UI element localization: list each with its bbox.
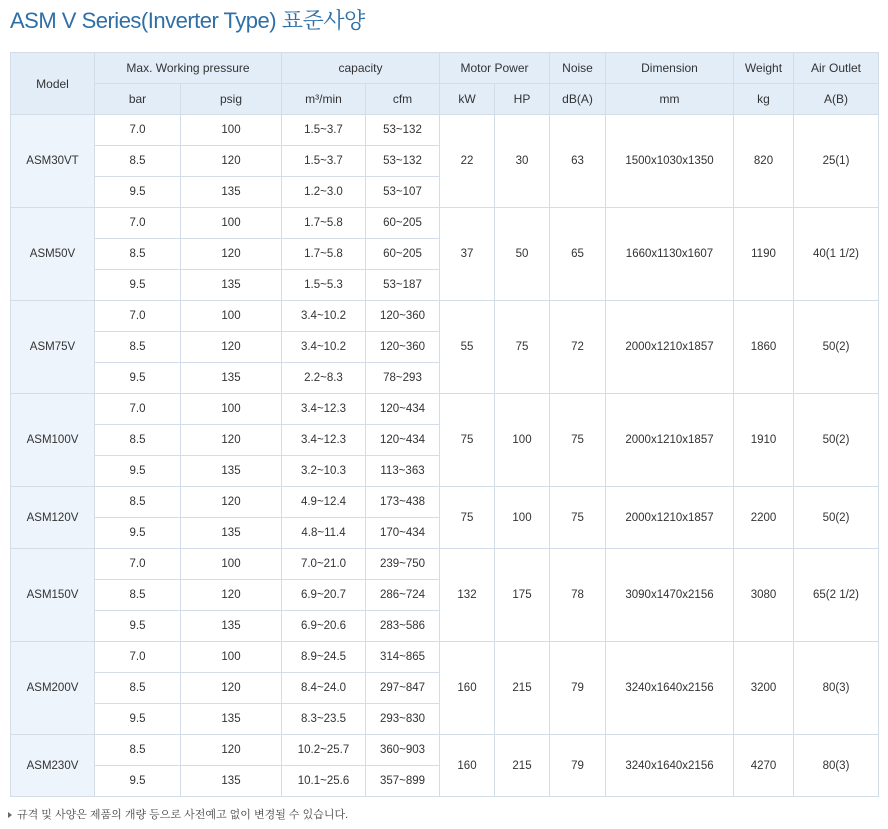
cell-model: ASM75V: [11, 301, 95, 394]
cell-psig: 135: [181, 518, 282, 549]
cell-psig: 135: [181, 611, 282, 642]
cell-psig: 120: [181, 580, 282, 611]
cell-hp: 50: [495, 208, 550, 301]
cell-noise: 75: [550, 394, 606, 487]
cell-kw: 160: [440, 642, 495, 735]
cell-noise: 72: [550, 301, 606, 394]
cell-psig: 100: [181, 394, 282, 425]
cell-dimension: 2000x1210x1857: [606, 487, 734, 549]
cell-psig: 100: [181, 208, 282, 239]
cell-bar: 8.5: [95, 239, 181, 270]
cell-noise: 65: [550, 208, 606, 301]
header-capacity: capacity: [282, 53, 440, 84]
cell-bar: 7.0: [95, 394, 181, 425]
cell-air-outlet: 25(1): [794, 115, 879, 208]
cell-weight: 3200: [734, 642, 794, 735]
unit-kw: kW: [440, 84, 495, 115]
cell-bar: 7.0: [95, 301, 181, 332]
cell-dimension: 3240x1640x2156: [606, 642, 734, 735]
cell-kw: 75: [440, 394, 495, 487]
table-row: [11, 115, 879, 146]
header-air-outlet: Air Outlet: [794, 53, 879, 84]
cell-psig: 135: [181, 704, 282, 735]
cell-noise: 78: [550, 549, 606, 642]
cell-weight: 2200: [734, 487, 794, 549]
cell-cfm: 293~830: [366, 704, 440, 735]
cell-noise: 75: [550, 487, 606, 549]
cell-cfm: 297~847: [366, 673, 440, 704]
unit-kg: kg: [734, 84, 794, 115]
cell-bar: 8.5: [95, 735, 181, 766]
cell-bar: 9.5: [95, 518, 181, 549]
cell-bar: 9.5: [95, 766, 181, 797]
cell-air-outlet: 65(2 1/2): [794, 549, 879, 642]
cell-kw: 75: [440, 487, 495, 549]
cell-bar: 9.5: [95, 611, 181, 642]
cell-m3min: 3.4~12.3: [282, 425, 366, 456]
cell-bar: 8.5: [95, 673, 181, 704]
cell-kw: 132: [440, 549, 495, 642]
footnote: [8, 806, 348, 822]
cell-m3min: 6.9~20.7: [282, 580, 366, 611]
cell-noise: 79: [550, 642, 606, 735]
cell-bar: 7.0: [95, 208, 181, 239]
cell-kw: 22: [440, 115, 495, 208]
cell-cfm: 53~187: [366, 270, 440, 301]
unit-cfm: cfm: [366, 84, 440, 115]
cell-air-outlet: 80(3): [794, 642, 879, 735]
cell-m3min: 1.7~5.8: [282, 208, 366, 239]
cell-model: ASM120V: [11, 487, 95, 549]
table-row: [11, 549, 879, 580]
table-row: [11, 208, 879, 239]
cell-m3min: 4.9~12.4: [282, 487, 366, 518]
header-weight: Weight: [734, 53, 794, 84]
cell-psig: 120: [181, 146, 282, 177]
cell-kw: 37: [440, 208, 495, 301]
cell-cfm: 286~724: [366, 580, 440, 611]
cell-cfm: 120~360: [366, 332, 440, 363]
header-model: Model: [11, 53, 95, 115]
unit-hp: HP: [495, 84, 550, 115]
cell-m3min: 6.9~20.6: [282, 611, 366, 642]
cell-hp: 175: [495, 549, 550, 642]
cell-dimension: 1660x1130x1607: [606, 208, 734, 301]
cell-model: ASM150V: [11, 549, 95, 642]
cell-cfm: 120~434: [366, 394, 440, 425]
cell-model: ASM200V: [11, 642, 95, 735]
spec-table-header: [11, 53, 879, 115]
cell-psig: 100: [181, 301, 282, 332]
cell-bar: 8.5: [95, 580, 181, 611]
cell-weight: 820: [734, 115, 794, 208]
table-row: [11, 487, 879, 518]
cell-cfm: 120~434: [366, 425, 440, 456]
cell-cfm: 239~750: [366, 549, 440, 580]
cell-cfm: 173~438: [366, 487, 440, 518]
cell-air-outlet: 50(2): [794, 487, 879, 549]
cell-psig: 100: [181, 549, 282, 580]
cell-dimension: 2000x1210x1857: [606, 301, 734, 394]
header-noise: Noise: [550, 53, 606, 84]
cell-bar: 8.5: [95, 425, 181, 456]
cell-cfm: 53~132: [366, 146, 440, 177]
cell-m3min: 10.1~25.6: [282, 766, 366, 797]
table-row: [11, 394, 879, 425]
header-pressure: Max. Working pressure: [95, 53, 282, 84]
cell-hp: 30: [495, 115, 550, 208]
cell-psig: 135: [181, 456, 282, 487]
cell-cfm: 120~360: [366, 301, 440, 332]
cell-hp: 100: [495, 394, 550, 487]
cell-m3min: 1.5~5.3: [282, 270, 366, 301]
cell-hp: 75: [495, 301, 550, 394]
cell-psig: 100: [181, 115, 282, 146]
cell-m3min: 1.5~3.7: [282, 115, 366, 146]
unit-bar: bar: [95, 84, 181, 115]
cell-m3min: 10.2~25.7: [282, 735, 366, 766]
cell-hp: 215: [495, 735, 550, 797]
cell-hp: 215: [495, 642, 550, 735]
cell-cfm: 53~107: [366, 177, 440, 208]
cell-dimension: 3090x1470x2156: [606, 549, 734, 642]
cell-m3min: 1.2~3.0: [282, 177, 366, 208]
cell-m3min: 3.4~12.3: [282, 394, 366, 425]
cell-model: ASM230V: [11, 735, 95, 797]
cell-m3min: 8.4~24.0: [282, 673, 366, 704]
cell-hp: 100: [495, 487, 550, 549]
cell-m3min: 1.7~5.8: [282, 239, 366, 270]
unit-psig: psig: [181, 84, 282, 115]
cell-weight: 4270: [734, 735, 794, 797]
cell-bar: 7.0: [95, 549, 181, 580]
cell-m3min: 1.5~3.7: [282, 146, 366, 177]
cell-weight: 1190: [734, 208, 794, 301]
cell-m3min: 2.2~8.3: [282, 363, 366, 394]
header-dimension: Dimension: [606, 53, 734, 84]
cell-m3min: 4.8~11.4: [282, 518, 366, 549]
cell-weight: 1860: [734, 301, 794, 394]
unit-db: dB(A): [550, 84, 606, 115]
page-title: ASM V Series(Inverter Type) 표준사양: [10, 8, 365, 33]
cell-bar: 9.5: [95, 456, 181, 487]
cell-dimension: 2000x1210x1857: [606, 394, 734, 487]
cell-cfm: 53~132: [366, 115, 440, 146]
cell-cfm: 357~899: [366, 766, 440, 797]
cell-psig: 135: [181, 766, 282, 797]
cell-psig: 135: [181, 270, 282, 301]
cell-model: ASM30VT: [11, 115, 95, 208]
cell-cfm: 113~363: [366, 456, 440, 487]
cell-psig: 120: [181, 735, 282, 766]
cell-kw: 160: [440, 735, 495, 797]
header-motor-power: Motor Power: [440, 53, 550, 84]
cell-m3min: 8.3~23.5: [282, 704, 366, 735]
table-row: [11, 735, 879, 766]
cell-bar: 9.5: [95, 704, 181, 735]
cell-model: ASM100V: [11, 394, 95, 487]
cell-bar: 8.5: [95, 332, 181, 363]
cell-cfm: 170~434: [366, 518, 440, 549]
cell-psig: 120: [181, 425, 282, 456]
cell-air-outlet: 40(1 1/2): [794, 208, 879, 301]
cell-noise: 79: [550, 735, 606, 797]
cell-dimension: 3240x1640x2156: [606, 735, 734, 797]
cell-psig: 135: [181, 363, 282, 394]
cell-air-outlet: 50(2): [794, 301, 879, 394]
cell-cfm: 60~205: [366, 239, 440, 270]
cell-model: ASM50V: [11, 208, 95, 301]
table-row: [11, 301, 879, 332]
cell-kw: 55: [440, 301, 495, 394]
cell-bar: 9.5: [95, 270, 181, 301]
cell-m3min: 3.4~10.2: [282, 332, 366, 363]
table-row: [11, 642, 879, 673]
cell-psig: 120: [181, 673, 282, 704]
cell-psig: 100: [181, 642, 282, 673]
unit-mm: mm: [606, 84, 734, 115]
cell-bar: 9.5: [95, 177, 181, 208]
unit-m3min: m³/min: [282, 84, 366, 115]
cell-bar: 8.5: [95, 146, 181, 177]
cell-m3min: 3.4~10.2: [282, 301, 366, 332]
cell-bar: 7.0: [95, 115, 181, 146]
cell-air-outlet: 50(2): [794, 394, 879, 487]
unit-ab: A(B): [794, 84, 879, 115]
cell-bar: 8.5: [95, 487, 181, 518]
cell-cfm: 60~205: [366, 208, 440, 239]
cell-cfm: 360~903: [366, 735, 440, 766]
cell-psig: 135: [181, 177, 282, 208]
cell-weight: 3080: [734, 549, 794, 642]
spec-table: [10, 52, 879, 797]
cell-cfm: 78~293: [366, 363, 440, 394]
bullet-arrow-icon: [8, 812, 12, 818]
cell-psig: 120: [181, 487, 282, 518]
cell-bar: 7.0: [95, 642, 181, 673]
cell-m3min: 8.9~24.5: [282, 642, 366, 673]
cell-dimension: 1500x1030x1350: [606, 115, 734, 208]
cell-cfm: 283~586: [366, 611, 440, 642]
cell-m3min: 3.2~10.3: [282, 456, 366, 487]
footnote-text: 규격 및 사양은 제품의 개량 등으로 사전예고 없이 변경될 수 있습니다.: [17, 809, 349, 821]
cell-bar: 9.5: [95, 363, 181, 394]
cell-air-outlet: 80(3): [794, 735, 879, 797]
cell-noise: 63: [550, 115, 606, 208]
cell-weight: 1910: [734, 394, 794, 487]
spec-table-body: [11, 115, 879, 797]
cell-psig: 120: [181, 239, 282, 270]
cell-m3min: 7.0~21.0: [282, 549, 366, 580]
cell-psig: 120: [181, 332, 282, 363]
cell-cfm: 314~865: [366, 642, 440, 673]
